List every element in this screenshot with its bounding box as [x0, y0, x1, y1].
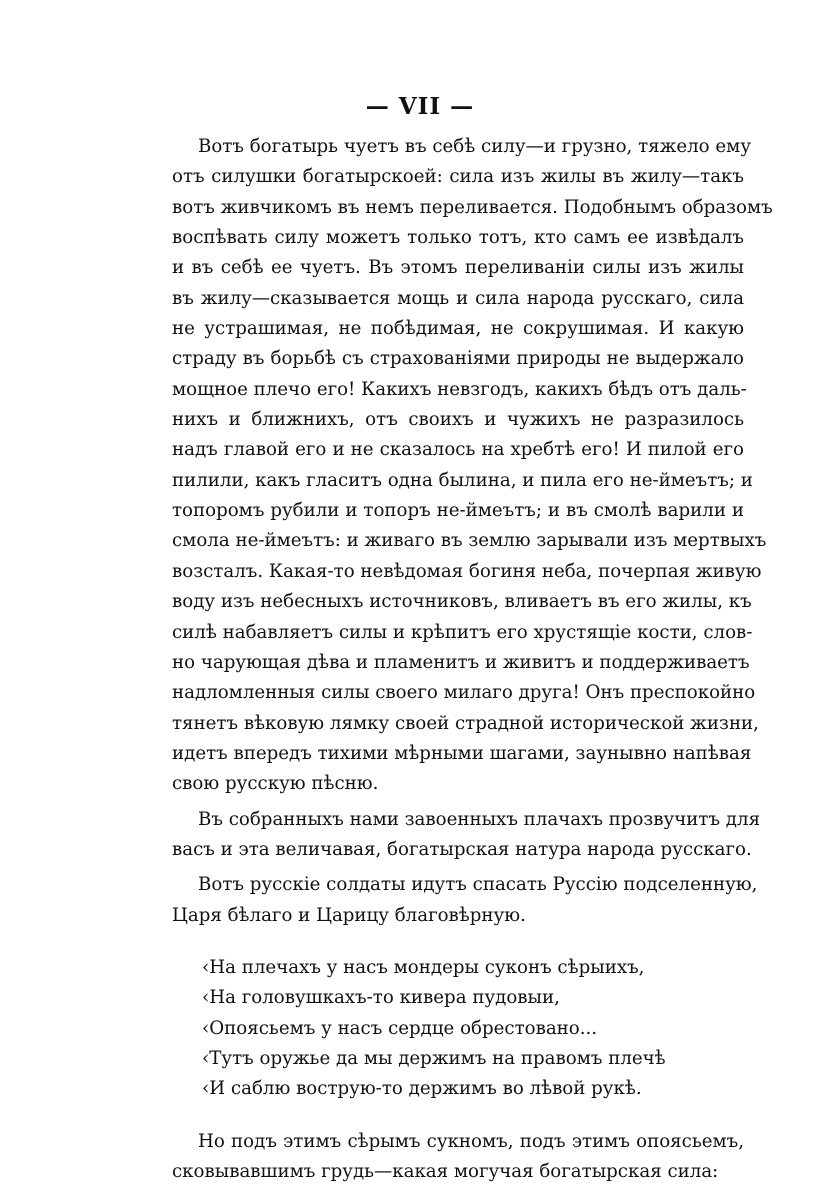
verse-line: ‹На головушкахъ-то кивера пудовыи, — [202, 987, 560, 1009]
text-line: силѣ набавляетъ силы и крѣпитъ его хрустящіе кости, слов- — [172, 621, 753, 643]
text-line: пилили, какъ гласитъ одна былина, и пила его не-ймеътъ; и — [172, 469, 753, 491]
verse-line: ‹На плечахъ у насъ мондеры суконъ сѣрыихъ, — [202, 956, 645, 978]
text-line: возсталъ. Какая-то невѣдомая богиня неба, почерпая живую — [172, 560, 762, 582]
text-line: смола не-ймеътъ: и живаго въ землю зарывали изъ мертвыхъ — [172, 530, 767, 552]
text-line: топоромъ рубили и топоръ не-ймеътъ; и въ смолѣ варили и — [172, 500, 744, 522]
text-line: не устрашимая, не побѣдимая, не сокрушимая. И какую — [172, 318, 744, 340]
verse-line: ‹Опоясьемъ у насъ сердце обрестовано... — [202, 1017, 598, 1039]
text-line: Вотъ богатырь чуетъ въ себѣ силу—и грузно, тяжело ему — [198, 136, 752, 157]
text-line: сковывавшимъ грудь—какая могучая богатырская сила: — [172, 1161, 719, 1182]
verse-quote — [202, 953, 742, 1105]
verse-line: ‹И саблю вострую-то держимъ во лѣвой рукѣ. — [202, 1078, 642, 1100]
text-line: воспѣвать силу можетъ только тотъ, кто самъ ее извѣдалъ — [172, 227, 744, 249]
text-line: въ жилу—сказывается мощь и сила народа русскаго, сила — [172, 287, 744, 309]
text-line: Въ собранныхъ нами завоенныхъ плачахъ прозвучитъ для — [198, 808, 761, 830]
text-line: идетъ впередъ тихими мѣрными шагами, заунывно напѣвая — [172, 742, 752, 764]
body-text — [172, 132, 773, 1187]
text-line: Царя бѣлаго и Царицу благовѣрную. — [172, 904, 526, 926]
page-number: — VII — — [365, 93, 475, 120]
verse-line: ‹Тутъ оружье да мы держимъ на правомъ плечѣ — [202, 1047, 666, 1069]
text-line: мощное плечо его! Какихъ невзгодъ, какихъ бѣдъ отъ даль- — [172, 378, 747, 400]
text-line: вотъ живчикомъ въ немъ переливается. Подобнымъ образомъ — [172, 196, 773, 218]
text-line: надъ главой его и не сказалось на хребтѣ его! И пилой его — [172, 439, 744, 461]
text-line: свою русскую пѣсню. — [172, 773, 379, 795]
text-line: нихъ и ближнихъ, отъ своихъ и чужихъ не разразилось — [172, 409, 744, 431]
text-line: Вотъ русскіе солдаты идутъ спасать Руссію подселенную, — [198, 874, 758, 896]
text-line: и въ себѣ ее чуетъ. Въ этомъ переливаніи силы изъ жилы — [172, 257, 744, 279]
paragraph-closing — [172, 1127, 744, 1188]
paragraph-plachi — [172, 805, 761, 866]
text-line: тянетъ вѣковую лямку своей страдной исторической жизни, — [172, 712, 759, 734]
paragraph-bogatyr — [172, 132, 773, 800]
text-line: васъ и эта величавая, богатырская натура народа русскаго. — [172, 838, 752, 860]
text-line: но чарующая дѣва и пламенитъ и живитъ и поддерживаетъ — [172, 651, 750, 673]
paragraph-soldaty — [172, 870, 758, 931]
text-line: отъ силушки богатырскоей: сила изъ жилы въ жилу—такъ — [172, 166, 744, 188]
text-line: надломленныя силы своего милаго друга! Онъ преспокойно — [172, 682, 756, 704]
text-line: воду изъ небесныхъ источниковъ, вливаетъ въ его жилы, къ — [172, 591, 752, 613]
text-line: Но подъ этимъ сѣрымъ сукномъ, подъ этимъ опоясьемъ, — [198, 1130, 744, 1152]
text-line: страду въ борьбѣ съ страхованіями природы не выдержало — [172, 348, 744, 370]
